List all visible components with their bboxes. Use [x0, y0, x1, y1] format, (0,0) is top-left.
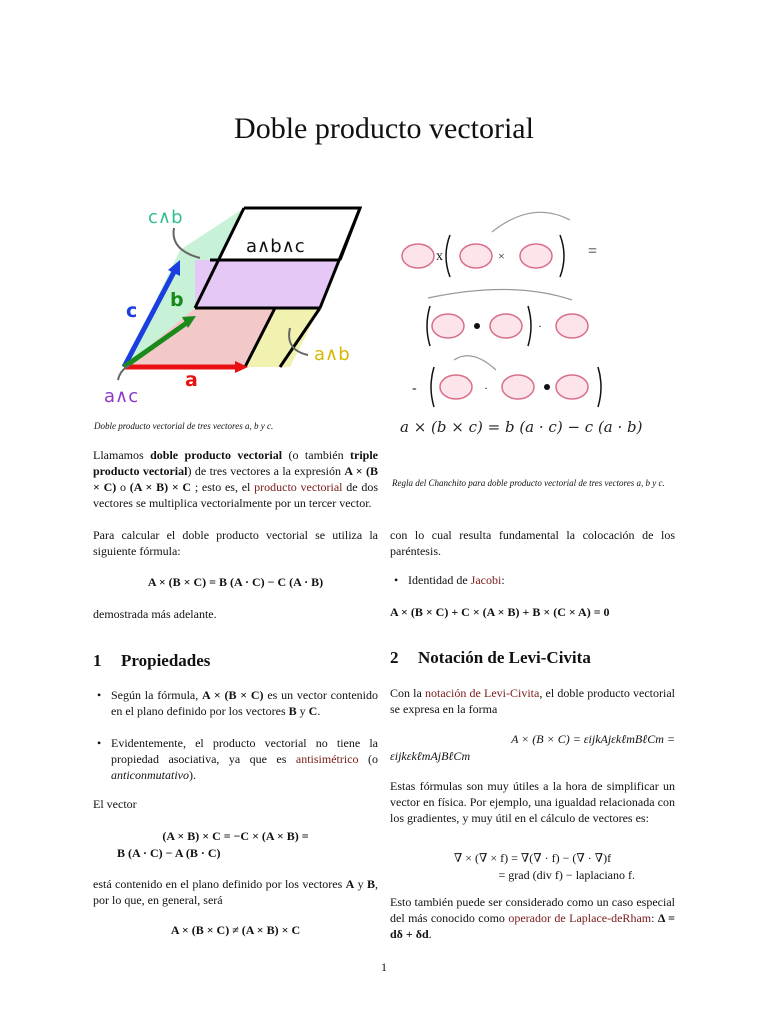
- parallelepiped-figure: [90, 190, 380, 415]
- svg-text:=: =: [588, 243, 598, 260]
- face-a-wedge-b-wedge-c: [195, 260, 340, 308]
- equation-gradient: ∇ × (∇ × f) = ∇(∇ · f) − (∇ · ∇)f = grad (div f) − laplaciano f.: [453, 851, 635, 882]
- pig-icon: [556, 375, 588, 399]
- page-number: 1: [381, 960, 387, 974]
- list-item: • Según la fórmula, A × (B × C) es un vector contenido en el plano definido por los vectores B y C.: [93, 687, 378, 719]
- label-c: c: [126, 300, 138, 322]
- pig-icon: [432, 314, 464, 338]
- vector-intro: El vector: [93, 797, 137, 811]
- svg-text:-: -: [412, 381, 417, 396]
- identity-list: [390, 572, 675, 604]
- handwritten-formula: a × (b × c) = b (a · c) − c (a · b): [400, 418, 643, 436]
- list-item: • Evidentemente, el producto vectorial no tiene la propiedad asociativa, ya que es antisimétrico (o anticonmutativo).: [93, 735, 378, 783]
- pig-icon: [556, 314, 588, 338]
- link-jacobi[interactable]: Jacobi: [470, 573, 502, 587]
- parentheses-paragraph: con lo cual resulta fundamental la colocación de los paréntesis.: [390, 528, 675, 558]
- page-title: Doble producto vectorial: [234, 112, 534, 145]
- label-a: a: [185, 369, 198, 391]
- svg-text:×: ×: [498, 249, 505, 263]
- physics-paragraph: Estas fórmulas son muy útiles a la hora de simplificar un vector en física. Por ejemplo, una igualdad relacionada con los gradientes, y muy útil en el cálculo de vectores es:: [390, 779, 675, 825]
- intro-paragraph: Llamamos doble producto vectorial (o también triple producto vectorial) de tres vectores a la expresión A × (B × C) o (A × B) × C ; esto es, el producto vectorial de dos vectores se multiplica vectorialmente por un tercer vector.: [93, 448, 379, 510]
- laplace-paragraph: Esto también puede ser considerado como un caso especial del más conocido como operador de Laplace-deRham: Δ = dδ + δd.: [390, 895, 675, 941]
- equation-levi-civita: A × (B × C) = εijkAjεkℓmBℓCm = εijkεkℓmAjBℓCm: [390, 732, 675, 763]
- label-b: b: [170, 289, 184, 311]
- equation-inequality: A × (B × C) ≠ (A × B) × C: [170, 923, 301, 937]
- link-producto-vectorial[interactable]: producto vectorial: [254, 480, 343, 494]
- link-levi-civita[interactable]: notación de Levi-Civita: [425, 686, 540, 700]
- equation-vector: (A × B) × C = −C × (A × B) = B (A · C) − A (B · C): [117, 829, 309, 860]
- section-2-heading: 2 Notación de Levi-Civita: [390, 648, 591, 667]
- plane-paragraph: está contenido en el plano definido por los vectores A y B, por lo que, en general, será: [93, 877, 379, 907]
- label-c-wedge-b: c∧b: [148, 207, 183, 228]
- pig-icon: [402, 244, 434, 268]
- pig-icon: [460, 244, 492, 268]
- label-a-wedge-c: a∧c: [104, 386, 139, 407]
- pig-icon: [520, 244, 552, 268]
- levi-civita-paragraph: Con la notación de Levi-Civita, el doble producto vectorial se expresa en la forma: [390, 686, 675, 716]
- pig-icon: [502, 375, 534, 399]
- list-item: • Identidad de Jacobi:: [390, 572, 675, 588]
- svg-text:·: ·: [538, 319, 542, 333]
- properties-list: [93, 687, 378, 799]
- pig-icon: [490, 314, 522, 338]
- equation-jacobi: A × (B × C) + C × (A × B) + B × (C × A) = 0: [390, 605, 610, 619]
- svg-text:x: x: [436, 249, 443, 264]
- demonstration-note: demostrada más adelante.: [93, 607, 217, 621]
- section-1-heading: 1 Propiedades: [93, 651, 211, 670]
- link-antisimetrico[interactable]: antisimétrico: [295, 752, 359, 766]
- figure2-caption: Regla del Chanchito para doble producto vectorial de tres vectores a, b y c.: [392, 478, 665, 488]
- label-a-wedge-b-wedge-c: a∧b∧c: [246, 236, 305, 257]
- label-a-wedge-b: a∧b: [314, 344, 350, 365]
- formula-intro: Para calcular el doble producto vectorial se utiliza la siguiente fórmula:: [93, 528, 378, 558]
- link-laplace-derham[interactable]: operador de Laplace-deRham: [508, 911, 652, 925]
- svg-text:·: ·: [484, 381, 488, 395]
- figure1-caption: Doble producto vectorial de tres vectores a, b y c.: [94, 421, 274, 431]
- equation-main: A × (B × C) = B (A · C) − C (A · B): [147, 575, 324, 589]
- pig-rule-figure: [392, 200, 682, 450]
- pig-icon: [440, 375, 472, 399]
